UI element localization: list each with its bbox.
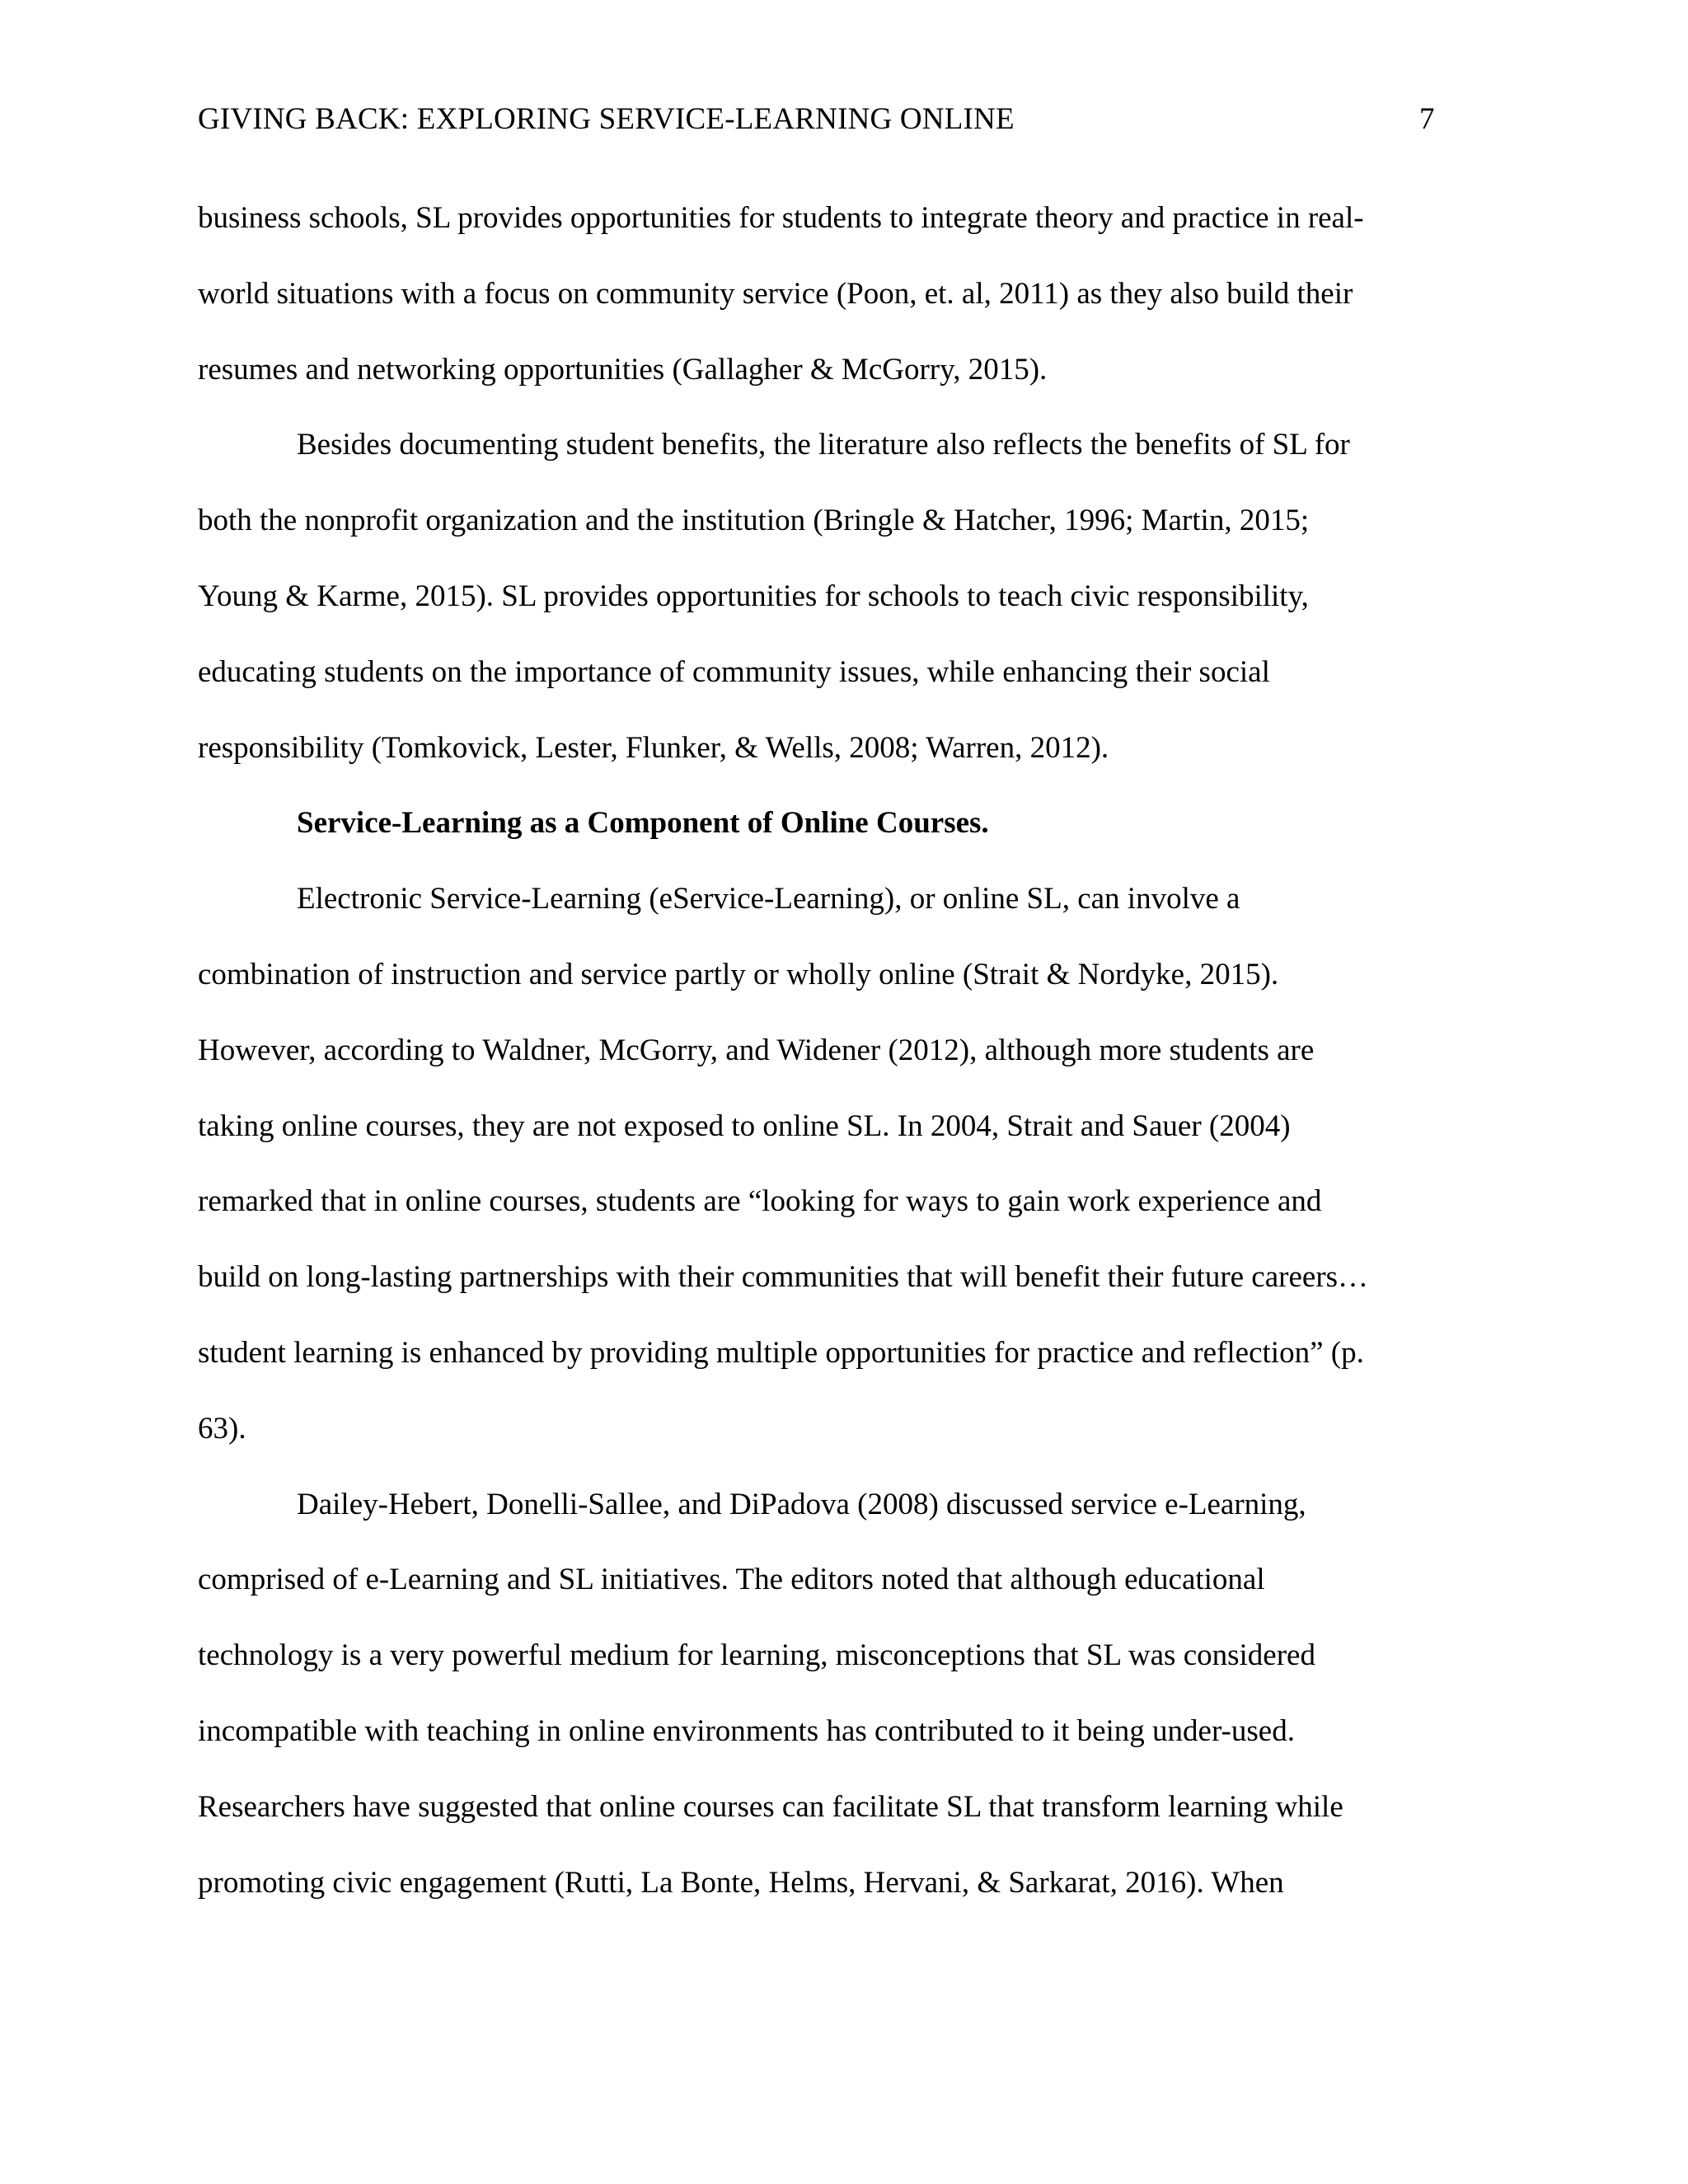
text-line: educating students on the importance of community issues, while enhancing their social xyxy=(198,654,1270,689)
body-text xyxy=(198,196,1484,1936)
text-line: 63). xyxy=(198,1411,246,1446)
page-number: 7 xyxy=(1419,102,1435,136)
text-line: build on long-lasting partnerships with their communities that will benefit their future careers… xyxy=(198,1260,1369,1295)
text-line: taking online courses, they are not exposed to online SL. In 2004, Strait and Sauer (2004) xyxy=(198,1108,1291,1143)
text-line: Electronic Service-Learning (eService-Learning), or online SL, can involve a xyxy=(297,882,1240,916)
text-line: both the nonprofit organization and the institution (Bringle & Hatcher, 1996; Martin, 2015; xyxy=(198,504,1310,538)
section-heading: Service-Learning as a Component of Online Courses. xyxy=(297,806,989,841)
text-line: responsibility (Tomkovick, Lester, Flunker, & Wells, 2008; Warren, 2012). xyxy=(198,730,1109,765)
text-line: incompatible with teaching in online environments has contributed to it being under-used. xyxy=(198,1713,1295,1748)
text-line: Researchers have suggested that online courses can facilitate SL that transform learning while xyxy=(198,1789,1343,1824)
running-head: GIVING BACK: EXPLORING SERVICE-LEARNING ONLINE xyxy=(198,102,1015,136)
text-line: student learning is enhanced by providing multiple opportunities for practice and reflection” (p. xyxy=(198,1335,1364,1370)
text-line: Young & Karme, 2015). SL provides opportunities for schools to teach civic responsibility, xyxy=(198,579,1309,613)
text-line: technology is a very powerful medium for learning, misconceptions that SL was considered xyxy=(198,1638,1315,1673)
text-line: remarked that in online courses, students are “looking for ways to gain work experience and xyxy=(198,1184,1322,1219)
text-line: world situations with a focus on community service (Poon, et. al, 2011) as they also build their xyxy=(198,276,1353,311)
text-line: Dailey-Hebert, Donelli-Sallee, and DiPadova (2008) discussed service e-Learning, xyxy=(297,1487,1306,1521)
text-line: combination of instruction and service partly or wholly online (Strait & Nordyke, 2015). xyxy=(198,957,1279,991)
text-line: Besides documenting student benefits, the literature also reflects the benefits of SL for xyxy=(297,428,1350,462)
text-line: promoting civic engagement (Rutti, La Bonte, Helms, Hervani, & Sarkarat, 2016). When xyxy=(198,1865,1284,1900)
text-line: comprised of e-Learning and SL initiatives. The editors noted that although educational xyxy=(198,1563,1265,1597)
text-line: resumes and networking opportunities (Gallagher & McGorry, 2015). xyxy=(198,352,1048,387)
text-line: However, according to Waldner, McGorry, and Widener (2012), although more students are xyxy=(198,1033,1315,1067)
text-line: business schools, SL provides opportunities for students to integrate theory and practice in real- xyxy=(198,201,1364,235)
